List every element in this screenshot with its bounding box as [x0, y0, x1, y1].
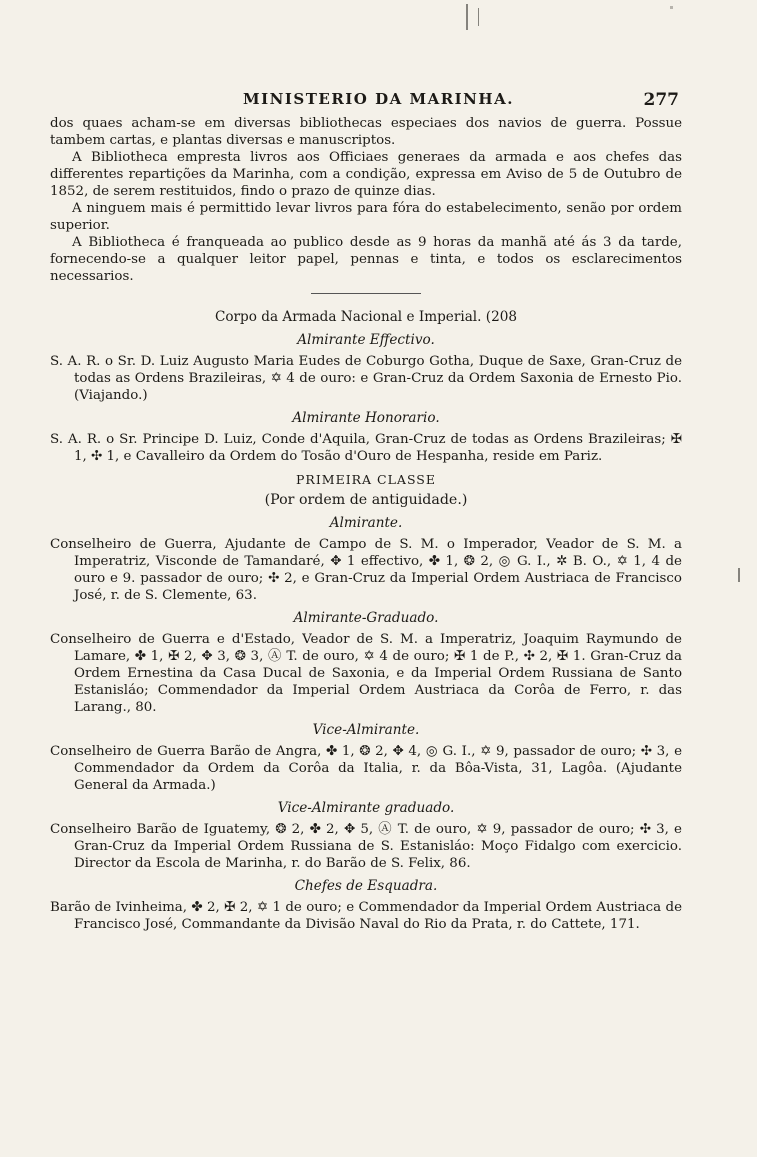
rank-heading: Vice-Almirante graduado.	[277, 800, 455, 816]
rank-heading: Chefes de Esquadra.	[294, 878, 438, 894]
intro-paragraph: A ninguem mais é permittido levar livros para fóra do estabelecimento, senão por ordem superior.	[50, 201, 682, 233]
officer-entry: Barão de Ivinheima, ✤ 2, ✠ 2, ✡ 1 de ouro; e Commendador da Imperial Ordem Austriaca de Francisco José, Commandante da Divisão Naval do Rio da Prata, r. do Cattete, 171.	[50, 900, 682, 932]
page-number: 277	[643, 90, 679, 110]
ink-mark	[670, 6, 673, 9]
rank-heading: Almirante Honorario.	[292, 410, 440, 426]
corps-title: Corpo da Armada Nacional e Imperial. (208	[214, 309, 518, 325]
officer-entry: S. A. R. o Sr. Principe D. Luiz, Conde d'Aquila, Gran-Cruz de todas as Ordens Brazileiras; ✠ 1, ✣ 1, e Cavalleiro da Ordem do Tosão d'Ouro de Hespanha, reside em Pariz.	[50, 432, 682, 464]
ink-mark	[478, 8, 479, 26]
rank-heading: Almirante.	[329, 515, 403, 531]
intro-paragraph: A Bibliotheca é franqueada ao publico desde as 9 horas da manhã até ás 3 da tarde, fornecendo-se a qualquer leitor papel, pennas e tinta, e todos os esclarecimentos necessarios.	[50, 235, 682, 284]
rank-heading: Vice-Almirante.	[312, 722, 420, 738]
intro-paragraph: dos quaes acham-se em diversas bibliothecas especiaes dos navios de guerra. Possue tambem cartas, e plantas diversas e manuscriptos.	[50, 116, 682, 148]
intro-paragraph: A Bibliotheca empresta livros aos Officiaes generaes da armada e aos chefes das differentes repartições da Marinha, com a condição, expressa em Aviso de 5 de Outubro de 1852, de serem restituidos, findo o prazo de quinze dias.	[50, 150, 682, 199]
rank-heading: Almirante Effectivo.	[297, 332, 435, 348]
class-subheading: (Por ordem de antiguidade.)	[264, 492, 468, 508]
officer-entry: Conselheiro de Guerra e d'Estado, Veador de S. M. a Imperatriz, Joaquim Raymundo de Lamare, ✤ 1, ✠ 2, ✥ 3, ❂ 3, Ⓐ T. de ouro, ✡ 4 de ouro; ✠ 1 de P., ✣ 2, ✠ 1. Gran-Cruz da Ordem Ernestina da Casa Ducal de Saxonia, e da Imperial Ordem Russiana de Santo Estanisláo; Commendador da Imperial Ordem Austriaca da Corôa de Ferro, r. das Larang., 80.	[50, 632, 682, 715]
officer-entry: Conselheiro de Guerra, Ajudante de Campo de S. M. o Imperador, Veador de S. M. a Imperatriz, Visconde de Tamandaré, ✥ 1 effectivo, ✤ 1, ❂ 2, ◎ G. I., ✲ B. O., ✡ 1, 4 de ouro e 9. passador de ouro; ✣ 2, e Gran-Cruz da Imperial Ordem Austriaca de Francisco José, r. de S. Clemente, 63.	[50, 537, 682, 603]
class-heading: PRIMEIRA CLASSE	[296, 472, 436, 487]
page-header	[0, 90, 757, 114]
ink-mark	[466, 4, 468, 30]
officer-entry: S. A. R. o Sr. D. Luiz Augusto Maria Eudes de Coburgo Gotha, Duque de Saxe, Gran-Cruz de todas as Ordens Brazileiras, ✡ 4 de ouro: e Gran-Cruz da Ordem Saxonia de Ernesto Pio. (Viajando.)	[50, 354, 682, 403]
page-body	[50, 115, 682, 933]
running-title: MINISTERIO DA MARINHA.	[243, 90, 514, 108]
officer-entry: Conselheiro Barão de Iguatemy, ❂ 2, ✤ 2, ✥ 5, Ⓐ T. de ouro, ✡ 9, passador de ouro; ✣ 3, e Gran-Cruz da Imperial Ordem Russiana de S. Estanisláo: Moço Fidalgo com exercicio. Director da Escola de Marinha, r. do Barão de S. Felix, 86.	[50, 822, 682, 871]
officer-entry: Conselheiro de Guerra Barão de Angra, ✤ 1, ❂ 2, ✥ 4, ◎ G. I., ✡ 9, passador de ouro; ✣ 3, e Commendador da Ordem da Corôa da Italia, r. da Bôa-Vista, 31, Lagôa. (Ajudante General da Armada.)	[50, 744, 682, 793]
ink-mark	[738, 568, 740, 582]
section-divider	[311, 293, 421, 294]
rank-heading: Almirante-Graduado.	[293, 610, 439, 626]
